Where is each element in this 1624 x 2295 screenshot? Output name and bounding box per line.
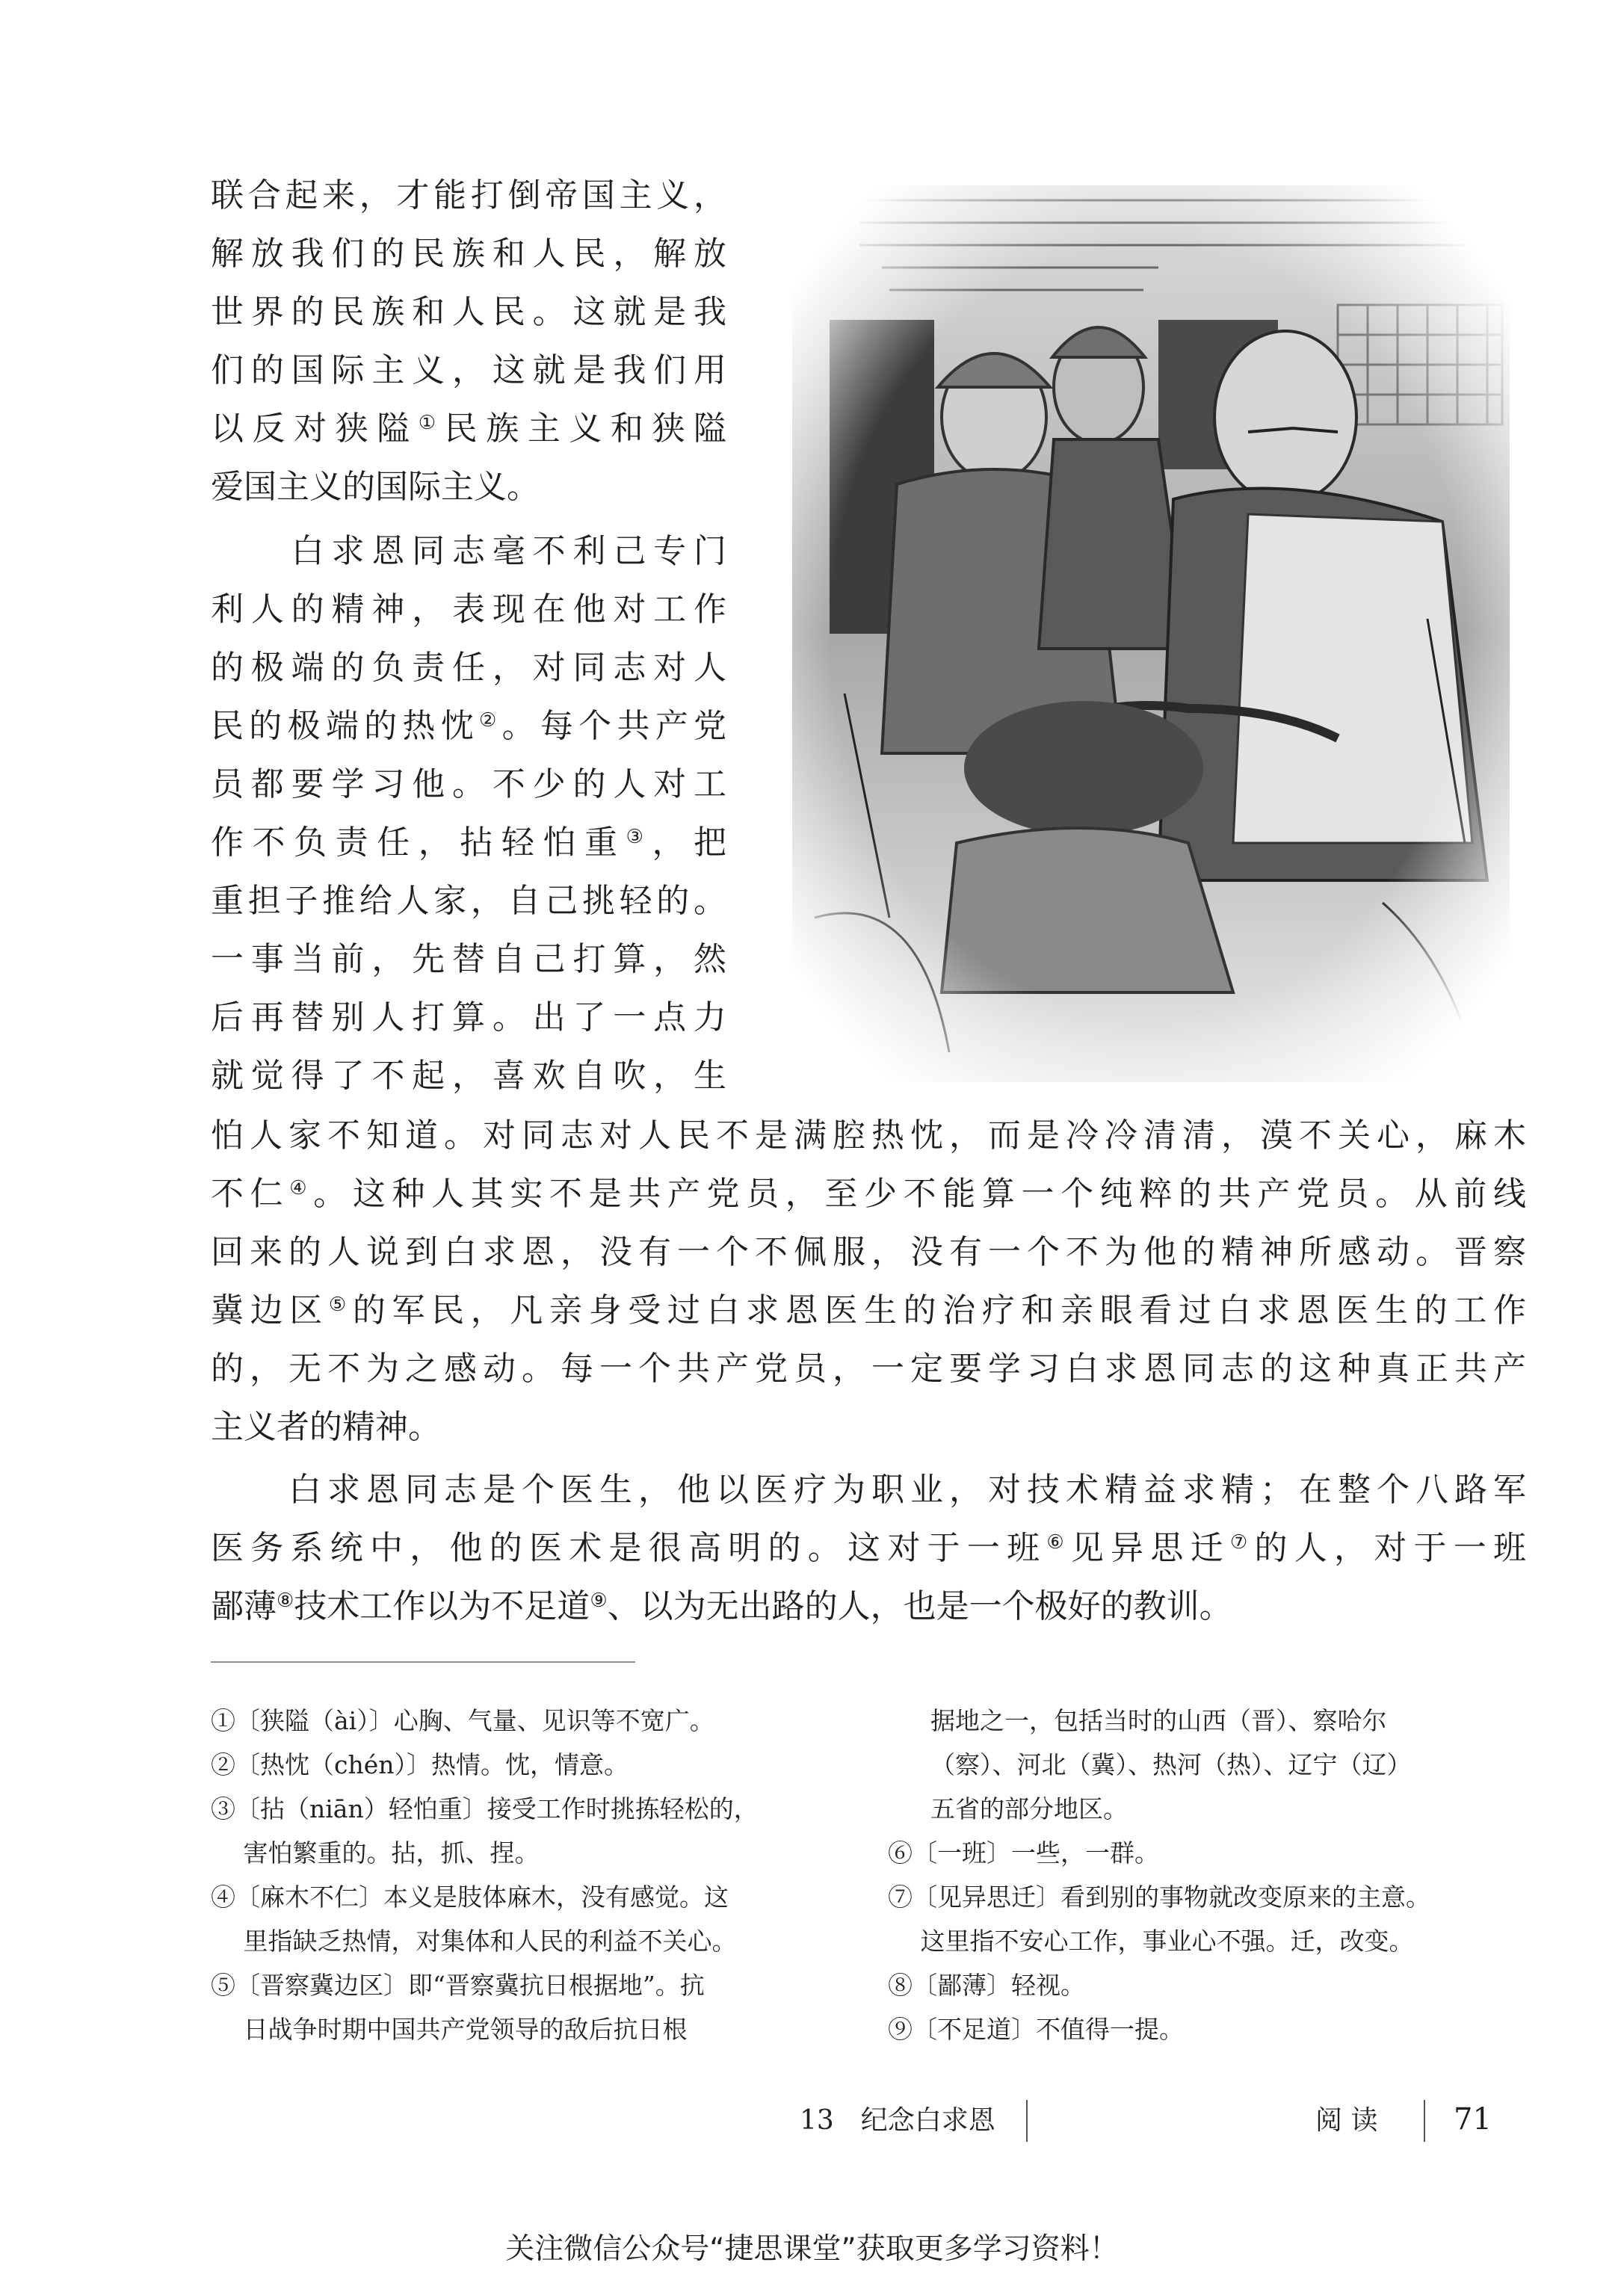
illustration (770, 170, 1525, 1090)
footnote-ref[interactable]: ③ (626, 826, 652, 848)
footnote-ref[interactable]: ⑦ (1229, 1531, 1255, 1554)
footer-divider (1424, 2100, 1425, 2142)
footnote-line: 据地之一，包括当时的山西（晋）、察哈尔 (930, 1706, 1387, 1735)
footer-divider (1026, 2100, 1028, 2142)
body-line: 以反对狭隘①民族主义和狭隘 (211, 410, 727, 448)
footnote-line: ③〔拈（niān）轻怕重〕接受工作时挑拣轻松的， (211, 1794, 759, 1823)
body-line: 爱国主义的国际主义。 (211, 468, 540, 506)
bethune-surgery-sketch-icon (770, 170, 1525, 1090)
footnote-line: ⑨〔不足道〕不值得一提。 (888, 2015, 1184, 2044)
footnote-ref[interactable]: ⑤ (328, 1294, 353, 1316)
body-line: 世界的民族和人民。这就是我 (211, 293, 726, 331)
footnote-line: ①〔狭隘（ài）〕心胸、气量、见识等不宽广。 (211, 1706, 714, 1735)
footnote-ref[interactable]: ④ (289, 1177, 314, 1199)
footnote-line: （察）、河北（冀）、热河（热）、辽宁（辽） (930, 1750, 1412, 1779)
body-line: 后再替别人打算。出了一点力 (211, 998, 726, 1037)
footnote-ref[interactable]: ⑨ (590, 1590, 608, 1612)
body-line: 一事当前，先替自己打算，然 (211, 940, 726, 978)
body-line: 鄙薄⑧技术工作以为不足道⑨、以为无出路的人，也是一个极好的教训。 (211, 1587, 1232, 1625)
body-line: 作不负责任，拈轻怕重③，把 (211, 824, 727, 862)
footnote-ref[interactable]: ② (479, 709, 502, 732)
body-line: 医务系统中，他的医术是很高明的。这对于一班⑥见异思迁⑦的人，对于一班 (211, 1529, 1526, 1567)
footnote-line: ④〔麻木不仁〕本义是肢体麻木，没有感觉。这 (211, 1882, 729, 1912)
footnote-ref[interactable]: ⑧ (277, 1590, 294, 1612)
footnote-ref[interactable]: ⑥ (1046, 1531, 1071, 1554)
body-line: 怕人家不知道。对同志对人民不是满腔热忱，而是冷冷清清，漠不关心，麻木 (211, 1116, 1526, 1155)
body-line: 联合起来，才能打倒帝国主义， (211, 176, 726, 214)
promo-text: 关注微信公众号“捷思课堂”获取更多学习资料！ (505, 2232, 1119, 2266)
footnote-divider (211, 1661, 635, 1663)
footnote-line: ⑥〔一班〕一些，一群。 (888, 1838, 1159, 1868)
body-line: 主义者的精神。 (211, 1408, 441, 1446)
body-line: 回来的人说到白求恩，没有一个不佩服，没有一个不为他的精神所感动。晋察 (211, 1233, 1526, 1271)
footnote-line: ⑧〔鄙薄〕轻视。 (888, 1971, 1085, 2000)
body-line: 的极端的负责任，对同志对人 (211, 649, 726, 687)
footnote-line: ⑦〔见异思迁〕看到别的事物就改变原来的主意。 (888, 1882, 1430, 1912)
footnote-line: 里指缺乏热情，对集体和人民的利益不关心。 (211, 1927, 737, 1956)
body-line: 重担子推给人家，自己挑轻的。 (211, 882, 726, 920)
footnote-line: 这里指不安心工作，事业心不强。迁，改变。 (888, 1927, 1414, 1956)
body-line: 利人的精神，表现在他对工作 (211, 590, 726, 628)
footnote-line: 五省的部分地区。 (930, 1794, 1128, 1823)
footnote-line: 日战争时期中国共产党领导的敌后抗日根 (211, 2015, 688, 2044)
body-line: 就觉得了不起，喜欢自吹，生 (211, 1057, 726, 1095)
footnote-ref[interactable]: ① (418, 412, 445, 434)
page-number: 71 (1454, 2102, 1492, 2137)
section-label: 阅 读 (1315, 2105, 1378, 2136)
footnote-line: ②〔热忱（chén）〕热情。忱，情意。 (211, 1750, 629, 1779)
body-line: 的，无不为之感动。每一个共产党员，一定要学习白求恩同志的这种真正共产 (211, 1350, 1526, 1388)
footnote-line: ⑤〔晋察冀边区〕即“晋察冀抗日根据地”。抗 (211, 1971, 705, 2000)
lesson-title: 13 纪念白求恩 (800, 2105, 995, 2136)
body-line: 不仁④。这种人其实不是共产党员，至少不能算一个纯粹的共产党员。从前线 (211, 1175, 1527, 1213)
body-line: 冀边区⑤的军民，凡亲身受过白求恩医生的治疗和亲眼看过白求恩医生的工作 (211, 1291, 1527, 1329)
footnote-line: 害怕繁重的。拈，抓、捏。 (211, 1838, 540, 1868)
body-line: 们的国际主义，这就是我们用 (211, 351, 726, 389)
body-line: 解放我们的民族和人民，解放 (211, 235, 726, 273)
body-line: 员都要学习他。不少的人对工 (211, 765, 726, 803)
body-line: 白求恩同志是个医生，他以医疗为职业，对技术精益求精；在整个八路军 (211, 1471, 1526, 1509)
body-line: 白求恩同志毫不利己专门 (211, 532, 726, 570)
body-line: 民的极端的热忱②。每个共产党 (211, 707, 727, 745)
